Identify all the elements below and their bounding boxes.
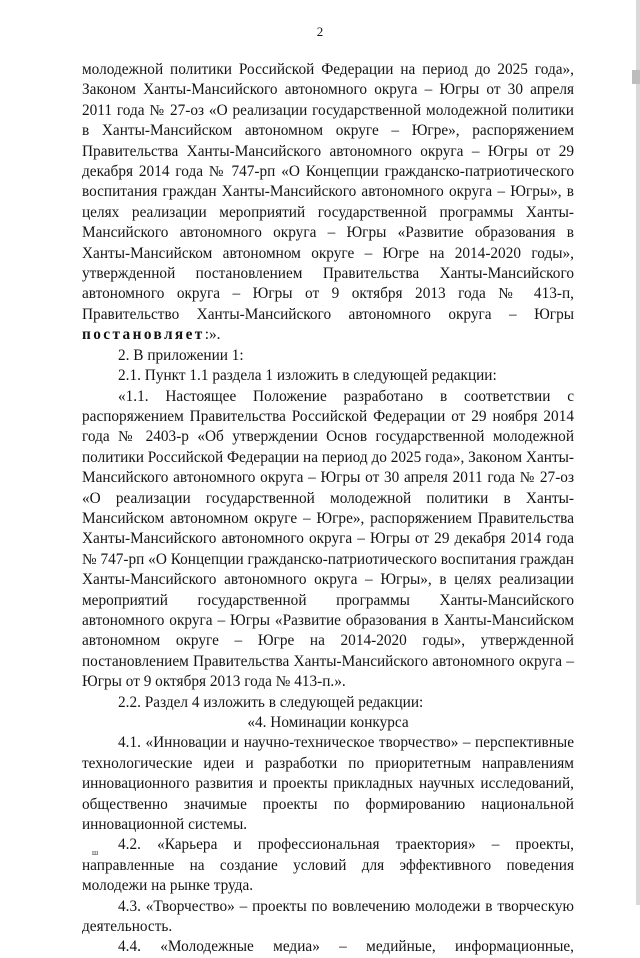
nomination-paragraph: 4.3. «Творчество» – проекты по вовлечению молодежи в творческую деятельность. [82,897,574,936]
page-number: 2 [316,24,324,39]
nomination-paragraph: 4.4. «Молодежные медиа» – медийные, информационные, [118,938,574,956]
section-heading: «4. Номинации конкурса [247,714,409,731]
decree-word: постановляет [82,326,205,344]
item-paragraph: 2. В приложении 1: [118,346,244,364]
item-paragraph: 2.1. Пункт 1.1 раздела 1 изложить в следующей редакции: [118,367,497,385]
scan-edge-mark [632,70,640,84]
decree-tail: :». [204,326,221,344]
footer-mark: ш [92,848,99,857]
nomination-paragraph: 4.2. «Карьера и профессиональная траектория» – проекты, направленные на создание условий для эффективного поведения молодежи на рынке труда. [82,836,574,895]
scan-edge [636,0,640,905]
item-paragraph: «1.1. Настоящее Положение разработано в соответствии с распоряжением Правительства Российской Федерации от 29 ноября 2014 года № 2403-р «Об утверждении Основ государственной молодежной политики Российской Федерации на период до 2025 года», Законом Ханты-Мансийского автономного округа – Югры от 30 апреля 2011 года № 27-оз «О реализации государственной молодежной политики в Ханты-Мансийском автономном округе – Югре», распоряжением Правительства Ханты-Мансийского автономного округа – Югры от 29 декабря 2014 года № 747-рп «О Концепции гражданско-патриотического воспитания граждан Ханты-Мансийского автономного округа – Югры», в целях реализации мероприятий государственной программы Ханты-Мансийского автономного округа – Югры «Развитие образования в Ханты-Мансийском автономном округе – Югре на 2014-2020 годы», утвержденной постановлением Правительства Ханты-Мансийского автономного округа – Югры от 9 октября 2013 года № 413-п.». [82,387,574,691]
nomination-paragraph: 4.1. «Инновации и научно-техническое творчество» – перспективные технологические идеи и разработки по приоритетным направлениям инновационного развития и проекты прикладных научных исследований, общественно значимые проекты по формированию национальной инновационной системы. [82,734,574,834]
item-paragraph: 2.2. Раздел 4 изложить в следующей редакции: [118,693,424,711]
preamble-text: молодежной политики Российской Федерации на период до 2025 года», Законом Ханты-Мансийского автономного округа – Югры от 30 апреля 2011 года № 27-оз «О реализации государственной молодежной политики в Ханты-Мансийском автономном округе – Югре», распоряжением Правительства Ханты-Мансийского автономного округа – Югры от 29 декабря 2014 года № 747-рп «О Концепции гражданско-патриотического воспитания граждан Ханты-Мансийского автономного округа – Югры», в целях реализации мероприятий государственной программы Ханты-Мансийского автономного округа – Югры «Развитие образования в Ханты-Мансийском автономном округе – Югре на 2014-2020 годы», утвержденной постановлением Правительства Ханты-Мансийского автономного округа – Югры от 9 октября 2013 года № 413-п, Правительство Ханты-Мансийского автономного округа – Югры [82,61,574,323]
document-body [82,60,574,958]
preamble-paragraph [82,60,574,346]
